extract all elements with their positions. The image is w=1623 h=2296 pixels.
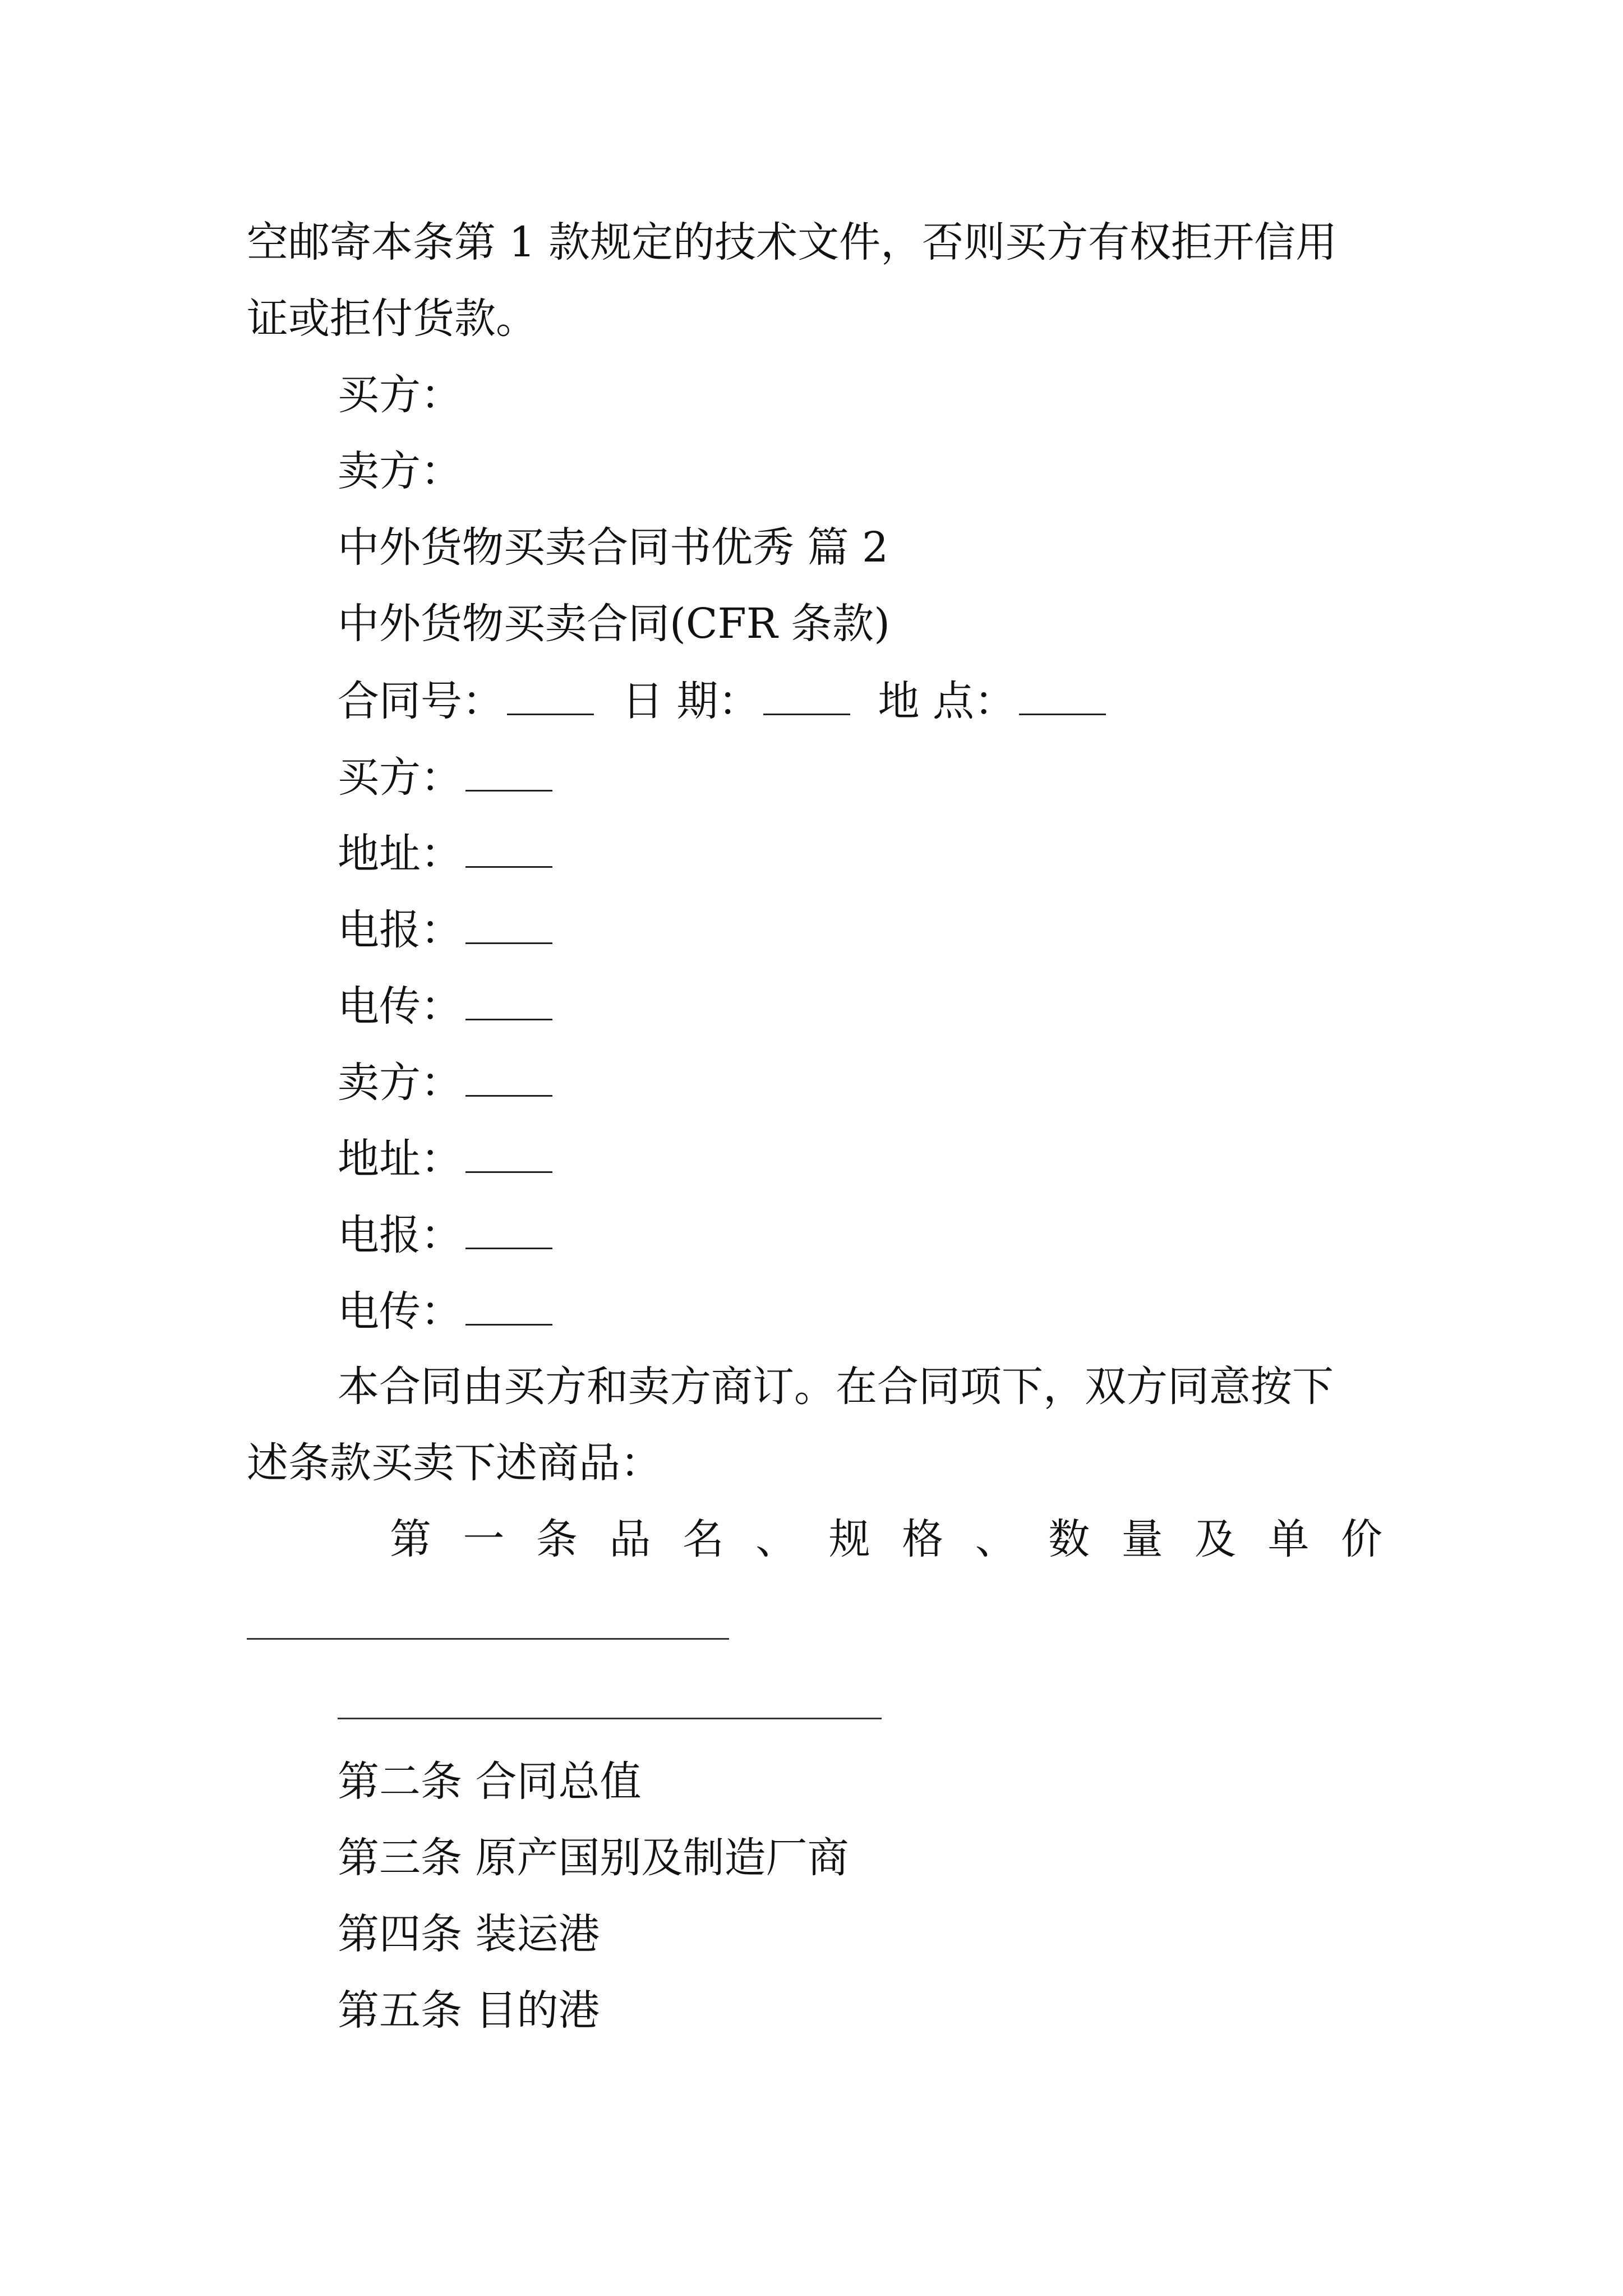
party-buyer-address-blank <box>465 825 552 868</box>
signature-seller: 卖方： <box>338 447 462 495</box>
intro-line-1: 空邮寄本条第 1 款规定的技术文件，否则买方有权拒开信用 <box>247 218 1338 266</box>
party-buyer-address-label: 地址： <box>338 830 462 878</box>
contract-no-blank <box>507 672 594 715</box>
party-buyer-telex-blank <box>465 977 552 1020</box>
signature-buyer: 买方： <box>338 371 462 419</box>
contract-no-label: 合同号： <box>338 677 504 725</box>
party-buyer-telex-line <box>338 977 552 1033</box>
contract-title: 中外货物买卖合同(CFR 条款) <box>338 600 890 648</box>
party-buyer-telegram-label: 电报： <box>338 906 462 954</box>
article-5: 第五条 目的港 <box>338 1986 600 2035</box>
place-label: 地 点： <box>878 677 1016 725</box>
party-buyer-telegram-blank <box>465 901 552 944</box>
party-seller-telex-label: 电传： <box>338 1287 462 1336</box>
party-buyer-blank <box>465 748 552 792</box>
place-blank <box>1019 672 1106 715</box>
party-seller-address-blank <box>465 1130 552 1173</box>
party-buyer-address-line <box>338 825 552 881</box>
party-seller-telegram-label: 电报： <box>338 1211 462 1259</box>
article-1-fill-line-2 <box>338 1718 882 1719</box>
article-1-text: 第 一 条 品 名 、 规 格 、 数 量 及 单 价 <box>390 1515 1382 1563</box>
party-seller-address-line <box>338 1130 552 1186</box>
party-seller-address-label: 地址： <box>338 1135 462 1183</box>
preamble-line-1: 本合同由买方和卖方商订。在合同项下，双方同意按下 <box>338 1363 1334 1411</box>
preamble-line-2: 述条款买卖下述商品： <box>247 1439 662 1487</box>
article-2: 第二条 合同总值 <box>338 1757 642 1806</box>
party-seller-telex-line <box>338 1282 552 1338</box>
party-buyer-telegram-line <box>338 901 552 957</box>
article-1-heading <box>390 1511 1382 1567</box>
date-label: 日 期： <box>622 677 760 725</box>
party-seller-line <box>338 1053 552 1110</box>
party-buyer-telex-label: 电传： <box>338 982 462 1030</box>
party-buyer-line <box>338 748 552 804</box>
party-seller-telegram-line <box>338 1206 552 1262</box>
article-4: 第四条 装运港 <box>338 1910 600 1958</box>
intro-line-2: 证或拒付货款。 <box>247 295 537 343</box>
party-seller-telex-blank <box>465 1282 552 1326</box>
article-3: 第三条 原产国别及制造厂商 <box>338 1834 849 1882</box>
section-heading: 中外货物买卖合同书优秀 篇 2 <box>338 523 889 572</box>
contract-meta-line <box>338 672 1106 728</box>
article-1-fill-line-1 <box>247 1638 729 1640</box>
party-seller-blank <box>465 1053 552 1097</box>
party-seller-label: 卖方： <box>338 1059 462 1107</box>
party-buyer-label: 买方： <box>338 753 462 802</box>
party-seller-telegram-blank <box>465 1206 552 1249</box>
date-blank <box>763 672 850 715</box>
